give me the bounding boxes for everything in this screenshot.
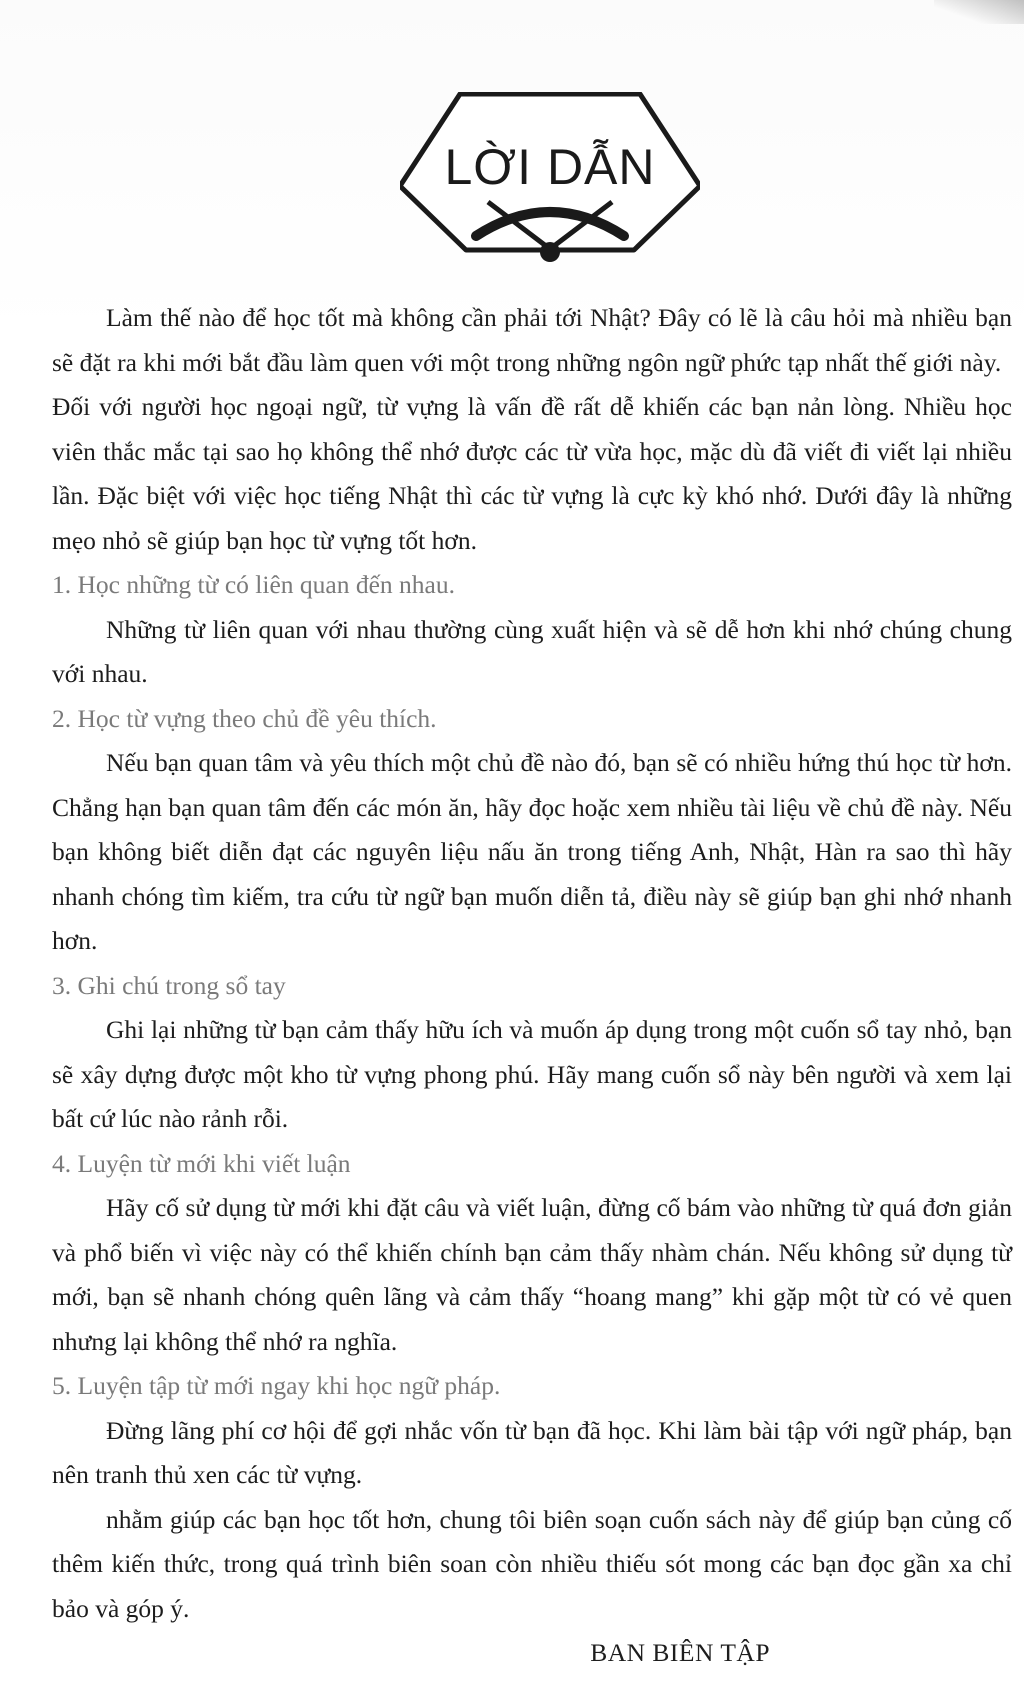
- intro-paragraph: Làm thế nào để học tốt mà không cần phải tới Nhật? Đây có lẽ là câu hỏi mà nhiều bạn sẽ đặt ra khi mới bắt đầu làm quen với một trong những ngôn ngữ phức tạp nhất thế giới này.: [52, 303, 1012, 377]
- signature: BAN BIÊN TẬP: [590, 1638, 770, 1667]
- page-corner-shadow: [934, 0, 1024, 24]
- tip-3-text: Ghi lại những từ bạn cảm thấy hữu ích và muốn áp dụng trong một cuốn sổ tay nhỏ, bạn sẽ xây dựng được một kho từ vựng phong phú. Hãy mang cuốn sổ này bên người và xem lại bất cứ lúc nào rảnh rỗi.: [52, 1015, 1012, 1133]
- tip-4-heading: 4. Luyện từ mới khi viết luận: [52, 1148, 351, 1178]
- page-title: LỜI DẪN: [444, 139, 656, 195]
- tip-5-text: Đừng lãng phí cơ hội để gợi nhắc vốn từ bạn đã học. Khi làm bài tập với ngữ pháp, bạn nên tranh thủ xen các từ vựng.: [52, 1415, 1012, 1489]
- tip-5-heading: 5. Luyện tập từ mới ngay khi học ngữ pháp.: [52, 1371, 501, 1400]
- closing-paragraph: nhằm giúp các bạn học tốt hơn, chung tôi biên soạn cuốn sách này để giúp bạn củng cố thêm kiến thức, trong quá trình biên soan còn nhiều thiếu sót mong các bạn đọc gần xa chỉ bảo và góp ý.: [52, 1504, 1012, 1623]
- tip-1-heading: 1. Học những từ có liên quan đến nhau.: [52, 570, 455, 599]
- tip-2-heading: 2. Học từ vựng theo chủ đề yêu thích.: [52, 703, 437, 733]
- preface-text: [52, 296, 1012, 1676]
- tip-2-text: Nếu bạn quan tâm và yêu thích một chủ đề nào đó, bạn sẽ có nhiều hứng thú học từ hơn. Chẳng hạn bạn quan tâm đến các món ăn, hãy đọc hoặc xem nhiều tài liệu về chủ đề này. Nếu bạn không biết diễn đạt các nguyên liệu nấu ăn trong tiếng Anh, Nhật, Hàn ra sao thì hãy nhanh chóng tìm kiếm, tra cứu từ ngữ bạn muốn diễn tả, điều này sẽ giúp bạn ghi nhớ nhanh hơn.: [52, 748, 1012, 955]
- tip-3-heading: 3. Ghi chú trong sổ tay: [52, 970, 286, 1000]
- tip-4-text: Hãy cố sử dụng từ mới khi đặt câu và viết luận, đừng cố bám vào những từ quá đơn giản và phổ biến vì việc này có thể khiến chính bạn cảm thấy nhàm chán. Nếu không sử dụng từ mới, bạn sẽ nhanh chóng quên lãng và cảm thấy “hoang mang” khi gặp một từ có vẻ quen nhưng lại không thể nhớ ra nghĩa.: [52, 1193, 1012, 1356]
- tip-1-text: Những từ liên quan với nhau thường cùng xuất hiện và sẽ dễ hơn khi nhớ chúng chung với nhau.: [52, 614, 1012, 688]
- paragraph-vocabulary: Đối với người học ngoại ngữ, từ vựng là vấn đề rất dễ khiến các bạn nản lòng. Nhiều học viên thắc mắc tại sao họ không thể nhớ được các từ vừa học, mặc dù đã viết đi viết lại nhiều lần. Đặc biệt với việc học tiếng Nhật thì các từ vựng là cực kỳ khó nhớ. Dưới đây là những mẹo nhỏ sẽ giúp bạn học từ vựng tốt hơn.: [52, 392, 1012, 555]
